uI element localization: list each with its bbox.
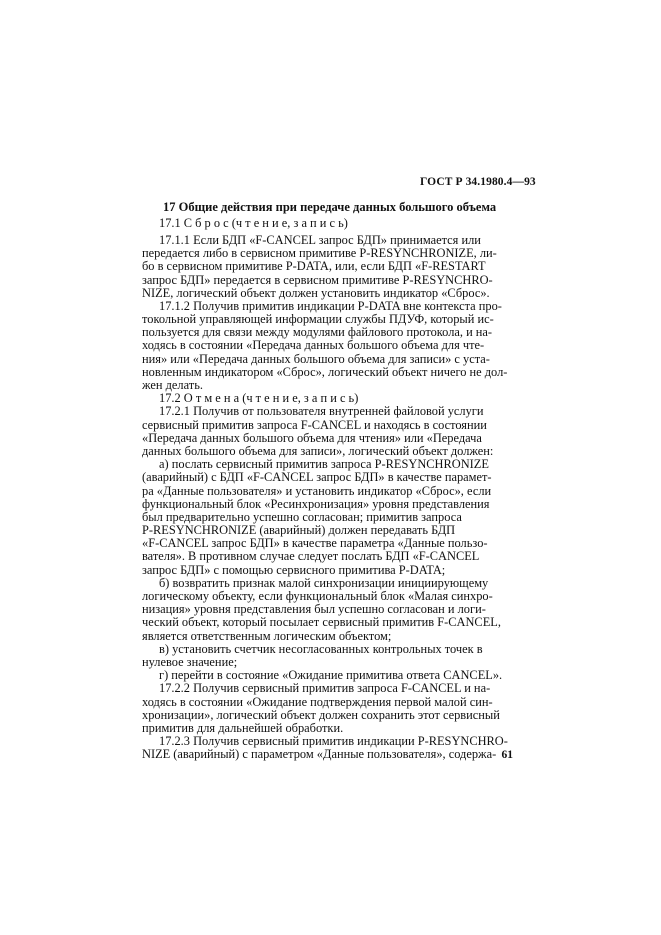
text-line: 17.1.2 Получив примитив индикации P-DATA вне контекста про-	[159, 299, 502, 313]
text-line: запрос БДП» передается в сервисном примитиве P-RESYNCHRO-	[142, 273, 493, 287]
text-line: 17.1.1 Если БДП «F-CANCEL запрос БДП» принимается или	[159, 233, 481, 247]
text-line: функциональный блок «Ресинхронизация» уровня представления	[142, 497, 490, 511]
body-text	[142, 217, 514, 761]
text-line: передается либо в сервисном примитиве P-RESYNCHRONIZE, ли-	[142, 247, 497, 261]
text-line: логическому объекту, если функциональный блок «Малая синхро-	[142, 590, 493, 604]
text-line: P-RESYNCHRONIZE (аварийный) должен передавать БДП	[142, 524, 456, 538]
text-line: (аварийный) с БДП «F-CANCEL запрос БДП» в качестве парамет-	[142, 471, 492, 485]
section-title: 17 Общие действия при передаче данных большого объема	[163, 200, 497, 214]
text-line: сервисный примитив запроса F-CANCEL и находясь в состоянии	[142, 418, 487, 432]
text-line: пользуется для связи между модулями файлового протокола, и на-	[142, 326, 493, 340]
text-line: «F-CANCEL запрос БДП» в качестве параметра «Данные пользо-	[142, 537, 488, 551]
text-line: г) перейти в состояние «Ожидание примитива ответа CANCEL».	[159, 669, 503, 683]
text-line: данных большого объема для записи», логический объект должен:	[142, 444, 494, 458]
text-line: нулевое значение;	[142, 655, 238, 669]
text-line: был предварительно успешно согласован; примитив запроса	[142, 510, 462, 524]
text-line: «Передача данных большого объема для чтения» или «Передача	[142, 431, 482, 445]
standard-header: ГОСТ Р 34.1980.4—93	[420, 176, 536, 188]
text-line: примитив для дальнейшей обработки.	[142, 721, 344, 735]
text-line: токольной управляющей информации службы ПДУФ, который ис-	[142, 313, 494, 327]
text-line: 17.2.2 Получив сервисный примитив запроса F-CANCEL и на-	[159, 682, 491, 696]
text-line: является ответственным логическим объектом;	[142, 629, 392, 643]
text-line: 17.2.3 Получив сервисный примитив индикации P-RESYNCHRO-	[159, 735, 508, 749]
text-line: хронизации», логический объект должен сохранить этот сервисный	[142, 708, 500, 722]
text-line: жен делать.	[142, 379, 203, 393]
text-line: новленным индикатором «Сброс», логический объект ничего не дол-	[142, 365, 508, 379]
text-line: ходясь в состоянии «Ожидание подтверждения первой малой син-	[142, 695, 493, 709]
text-line: вателя». В противном случае следует послать БДП «F-CANCEL	[142, 550, 480, 564]
text-line: запрос БДП» с помощью сервисного примитива P-DATA;	[142, 563, 446, 577]
text-line: 17.1 С б р о с (ч т е н и е, з а п и с ь)	[159, 217, 348, 230]
text-line: в) установить счетчик несогласованных контрольных точек в	[159, 642, 483, 656]
page-number: 61	[501, 749, 513, 761]
text-line: б) возвратить признак малой синхронизации инициирующему	[159, 576, 489, 590]
text-line: ческий объект, который посылает сервисный примитив F-CANCEL,	[142, 616, 501, 630]
text-line: бо в сервисном примитиве P-DATA, или, если БДП «F-RESTART	[142, 260, 486, 274]
text-line: низация» уровня представления был успешно согласован и логи-	[142, 603, 486, 617]
text-line: NIZE (аварийный) с параметром «Данные пользователя», содержа-	[142, 748, 497, 762]
text-line: а) послать сервисный примитив запроса P-RESYNCHRONIZE	[159, 458, 489, 472]
text-line: NIZE, логический объект должен установить индикатор «Сброс».	[142, 286, 490, 300]
text-line: 17.2 О т м е н а (ч т е н и е, з а п и с ь)	[159, 392, 359, 406]
text-line: ния» или «Передача данных большого объема для записи» с уста-	[142, 352, 490, 366]
text-line: 17.2.1 Получив от пользователя внутренней файловой услуги	[159, 405, 484, 419]
text-line: ходясь в состоянии «Передача данных большого объема для чте-	[142, 339, 485, 353]
text-line: ра «Данные пользователя» и установить индикатор «Сброс», если	[142, 484, 492, 498]
